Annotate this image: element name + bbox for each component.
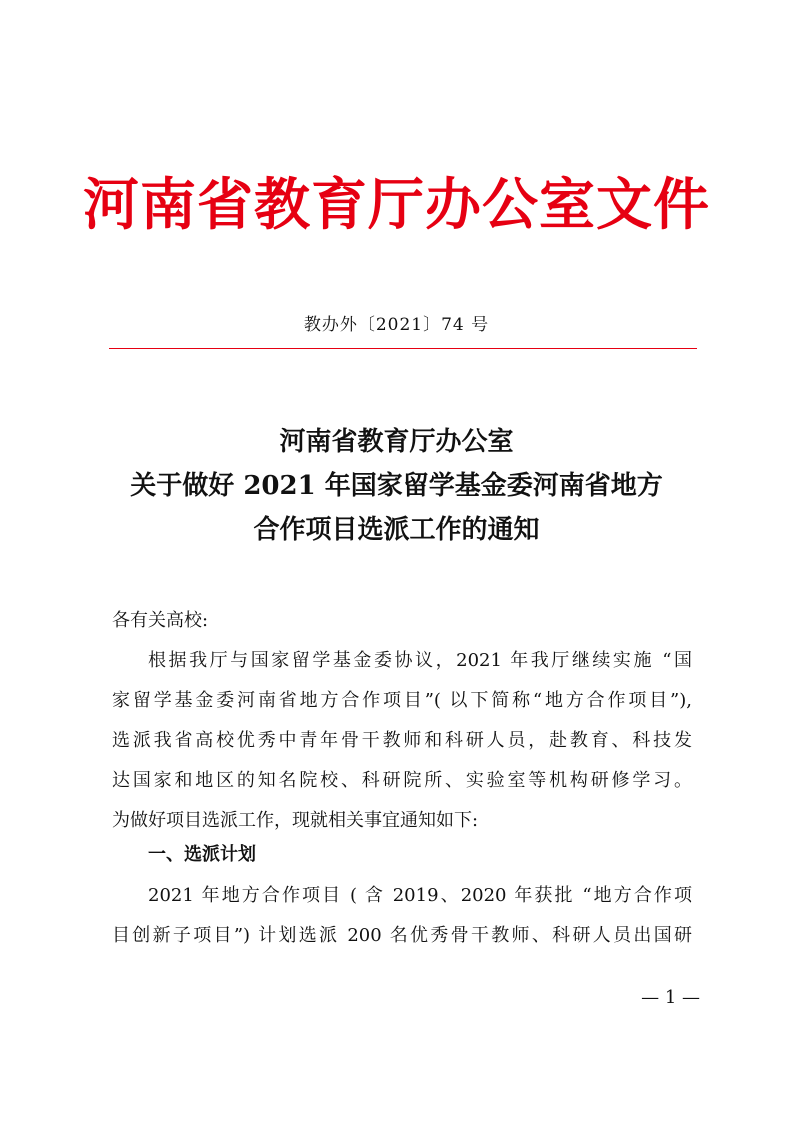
paragraph-2-line-1: 2021 年地方合作项目 ( 含 2019、2020 年获批 “地方合作项 <box>148 885 692 906</box>
paragraph-2 <box>112 876 692 956</box>
paragraph-1-line-3: 选派我省高校优秀中青年骨干教师和科研人员，赴教育、科技发 <box>112 730 692 751</box>
notice-title-line-3: 合作项目选派工作的通知 <box>253 515 540 545</box>
notice-title <box>60 420 733 552</box>
paragraph-1-line-1: 根据我厅与国家留学基金委协议，2021 年我厅继续实施 “国 <box>148 650 692 671</box>
notice-title-line-2: 关于做好 2021 年国家留学基金委河南省地方 <box>130 471 663 501</box>
paragraph-1-line-5: 为做好项目选派工作，现就相关事宜通知如下: <box>112 810 479 831</box>
paragraph-1 <box>112 641 692 841</box>
paragraph-2-line-2: 目创新子项目”) 计划选派 200 名优秀骨干教师、科研人员出国研 <box>112 925 692 946</box>
paragraph-1-line-4: 达国家和地区的知名院校、科研院所、实验室等机构研修学习。 <box>112 770 692 791</box>
red-separator-line <box>109 348 697 349</box>
page-number: — 1 — <box>641 987 700 1008</box>
paragraph-1-line-2: 家留学基金委河南省地方合作项目”( 以下简称“地方合作项目”), <box>112 690 692 711</box>
section-1-heading: 一、选派计划 <box>148 844 256 865</box>
document-number: 教办外〔2021〕74 号 <box>303 315 490 335</box>
salutation: 各有关高校: <box>112 610 209 631</box>
issuer-title: 河南省教育厅办公室文件 <box>83 173 710 238</box>
notice-title-line-1: 河南省教育厅办公室 <box>279 427 514 457</box>
